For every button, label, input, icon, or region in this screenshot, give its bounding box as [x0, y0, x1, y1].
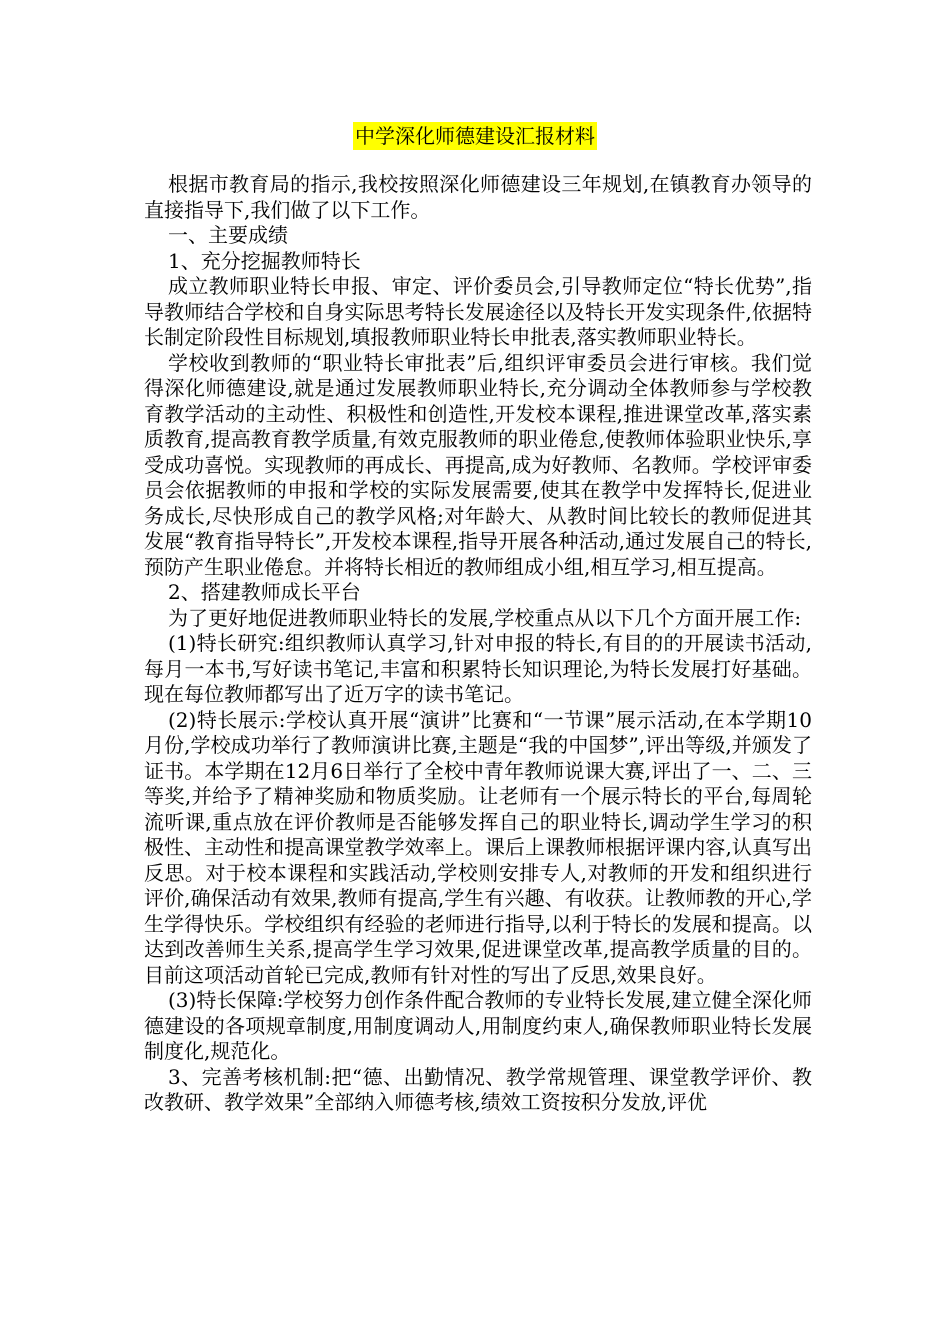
paragraph-assessment-mechanism: 3、完善考核机制:把“德、出勤情况、教学常规管理、课堂教学评价、教改教研、教学效果”全部纳入师德考核,绩效工资按积分发放,评优 — [144, 1064, 812, 1114]
title-container — [0, 122, 950, 150]
paragraph-specialty-research: (1)特长研究:组织教师认真学习,针对申报的特长,有目的的开展读书活动,每月一本书,写好读书笔记,丰富和积累特长知识理论,为特长发展打好基础。现在每位教师都写出了近万字的读书笔记。 — [144, 631, 812, 706]
paragraph-review: 学校收到教师的“职业特长审批表”后,组织评审委员会进行审核。我们觉得深化师德建设,就是通过发展教师职业特长,充分调动全体教师参与学校教育教学活动的主动性、积极性和创造性,开发校本课程,推进课堂改革,落实素质教育,提高教育教学质量,有效克服教师的职业倦怠,使教师体验职业快乐,享受成功喜悦。实现教师的再成长、再提高,成为好教师、名教师。学校评审委员会依据教师的申报和学校的实际发展需要,使其在教学中发挥特长,促进业务成长,尽快形成自己的教学风格;对年龄大、从教时间比较长的教师促进其发展“教育指导特长”,开发校本课程,指导开展各种活动,通过发展自己的特长,预防产生职业倦怠。并将特长相近的教师组成小组,相互学习,相互提高。 — [144, 350, 812, 579]
paragraph-committee: 成立教师职业特长申报、审定、评价委员会,引导教师定位“特长优势”,指导教师结合学校和自身实际思考特长发展途径以及特长开发实现条件,依据特长制定阶段性目标规划,填报教师职业特长申批表,落实教师职业特长。 — [144, 274, 812, 349]
paragraph-specialty-showcase: (2)特长展示:学校认真开展“演讲”比赛和“一节课”展示活动,在本学期10月份,学校成功举行了教师演讲比赛,主题是“我的中国梦”,评出等级,并颁发了证书。本学期在12月6日举行了全校中青年教师说课大赛,评出了一、二、三等奖,并给予了精神奖励和物质奖励。让老师有一个展示特长的平台,每周轮流听课,重点放在评价教师是否能够发挥自己的职业特长,调动学生学习的积极性、主动性和提高课堂教学效率上。课后上课教师根据评课内容,认真写出反思。对于校本课程和实践活动,学校则安排专人,对教师的开发和组织进行评价,确保活动有效果,教师有提高,学生有兴趣、有收获。让教师教的开心,学生学得快乐。学校组织有经验的老师进行指导,以利于特长的发展和提高。以达到改善师生关系,提高学生学习效果,促进课堂改革,提高教学质量的目的。目前这项活动首轮已完成,教师有针对性的写出了反思,效果良好。 — [144, 707, 812, 987]
paragraph-specialty-guarantee: (3)特长保障:学校努力创作条件配合教师的专业特长发展,建立健全深化师德建设的各项规章制度,用制度调动人,用制度约束人,确保教师职业特长发展制度化,规范化。 — [144, 988, 812, 1063]
paragraph-intro: 根据市教育局的指示,我校按照深化师德建设三年规划,在镇教育办领导的直接指导下,我们做了以下工作。 — [144, 172, 812, 222]
document-body — [144, 172, 812, 1116]
paragraph-platform-intro: 为了更好地促进教师职业特长的发展,学校重点从以下几个方面开展工作: — [168, 605, 802, 630]
subheading-teacher-specialties: 1、充分挖掘教师特长 — [168, 248, 361, 273]
subheading-growth-platform: 2、搭建教师成长平台 — [168, 580, 361, 604]
heading-main-achievements: 一、主要成绩 — [168, 223, 288, 247]
document-title: 中学深化师德建设汇报材料 — [355, 124, 595, 148]
